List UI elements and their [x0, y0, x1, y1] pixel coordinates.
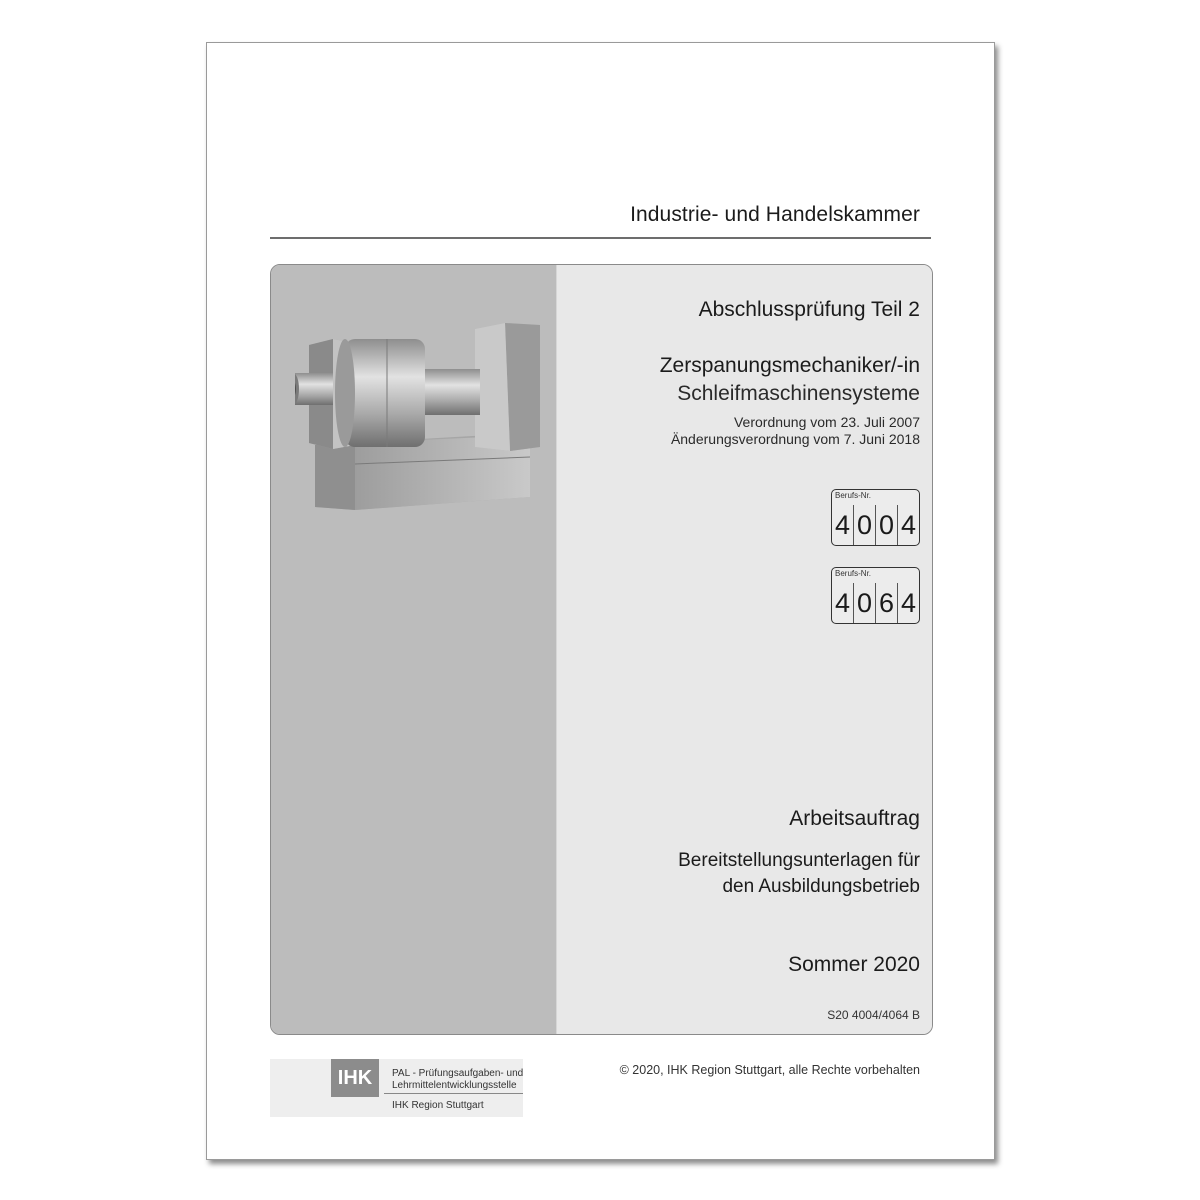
specialization: Schleifmaschinensysteme [677, 382, 920, 405]
logo-text-line-2: Lehrmittelentwicklungsstelle [392, 1080, 517, 1091]
job-number-digit: 4 [832, 583, 854, 623]
exam-title: Abschlussprüfung Teil 2 [698, 298, 920, 321]
job-number-digit: 6 [876, 583, 898, 623]
header-divider [270, 237, 931, 239]
exam-season: Sommer 2020 [788, 953, 920, 976]
organization-name: Industrie- und Handelskammer [630, 203, 920, 226]
task-description-line-2: den Ausbildungsbetrieb [722, 876, 920, 897]
logo-divider [384, 1093, 523, 1094]
ihk-logo [270, 1059, 523, 1117]
job-number-box-4064 [831, 567, 920, 624]
job-number-label: Berufs-Nr. [835, 491, 872, 500]
ihk-logo-mark: IHK [331, 1059, 379, 1097]
info-panel [556, 265, 932, 1034]
task-title: Arbeitsauftrag [789, 807, 920, 830]
job-number-label: Berufs-Nr. [835, 569, 872, 578]
copyright-notice: © 2020, IHK Region Stuttgart, alle Rechte vorbehalten [619, 1063, 920, 1077]
job-number-digit: 4 [832, 505, 854, 545]
workpiece-illustration [295, 317, 547, 517]
job-number-digit: 4 [900, 510, 917, 540]
document-code: S20 4004/4064 B [827, 1008, 920, 1022]
profession-title: Zerspanungsmechaniker/-in [659, 354, 920, 377]
job-number-digit: 4 [900, 588, 917, 618]
task-description-line-1: Bereitstellungsunterlagen für [678, 850, 920, 871]
regulation-line-1: Verordnung vom 23. Juli 2007 [733, 414, 920, 430]
job-number-digit: 0 [854, 505, 876, 545]
logo-text-line-3: IHK Region Stuttgart [392, 1100, 484, 1111]
logo-text-line-1: PAL - Prüfungsaufgaben- und [392, 1068, 524, 1079]
job-number-box-4004 [831, 489, 920, 546]
document-page [206, 42, 995, 1160]
regulation-line-2: Änderungsverordnung vom 7. Juni 2018 [670, 431, 920, 447]
job-number-digit: 0 [876, 505, 898, 545]
job-number-digit: 0 [854, 583, 876, 623]
